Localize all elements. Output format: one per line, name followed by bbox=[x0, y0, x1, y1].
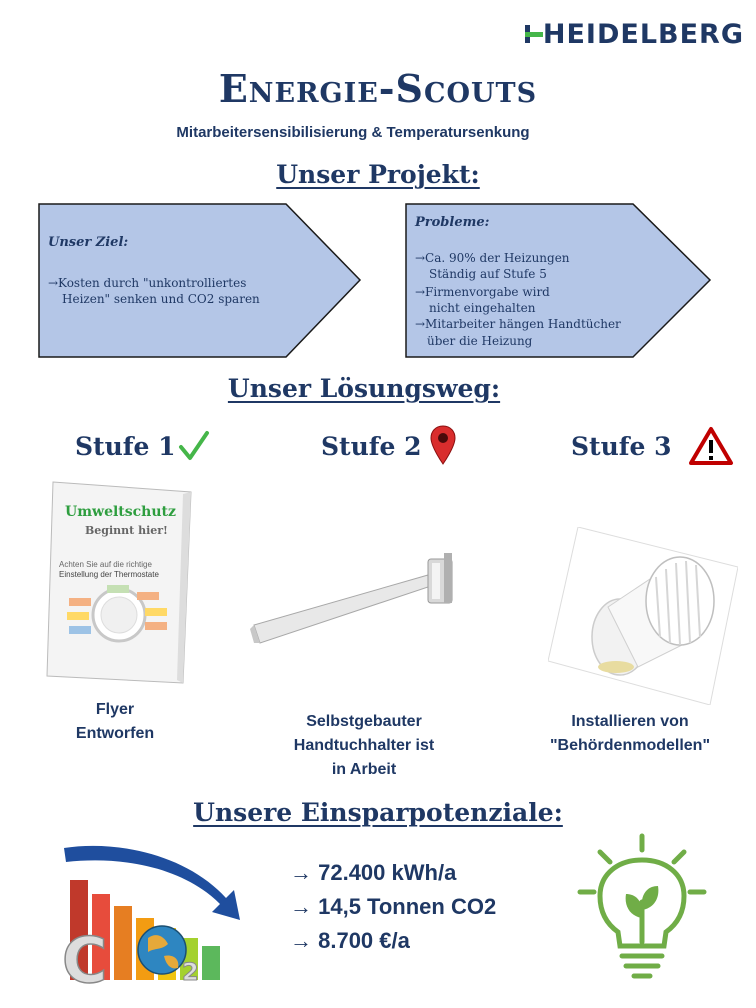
page-title: Energie-Scouts bbox=[218, 66, 538, 111]
goal-heading: Unser Ziel: bbox=[48, 235, 129, 250]
savings-list bbox=[290, 856, 496, 958]
stage-2-caption-line-2: Handtuchhalter ist bbox=[293, 737, 435, 754]
stage-1-label: Stufe 1 bbox=[75, 432, 176, 461]
flyer-line-1: Achten Sie auf die richtige bbox=[59, 560, 152, 569]
savings-item-money: → 8.700 €/a bbox=[290, 928, 410, 953]
goal-arrow-box bbox=[38, 203, 362, 358]
thermostat-image bbox=[548, 527, 738, 705]
problems-line-3: →Firmenvorgabe wird bbox=[415, 285, 550, 299]
stage-1-caption bbox=[40, 698, 190, 746]
light-bulb-icon bbox=[576, 832, 708, 982]
stage-2-caption-line-3: in Arbeit bbox=[331, 761, 397, 778]
project-heading: Unser Projekt: bbox=[276, 160, 480, 189]
flyer-line-2: Einstellung der Thermostate bbox=[59, 570, 159, 579]
logo-mark-icon bbox=[525, 23, 543, 45]
stage-3-label: Stufe 3 bbox=[571, 432, 672, 461]
stage-1-caption-line-1: Flyer bbox=[95, 701, 135, 718]
logo-text: HEIDELBERG bbox=[542, 18, 744, 50]
flyer-title: Umweltschutz bbox=[65, 504, 176, 520]
goal-line-2: Heizen" senken und CO2 sparen bbox=[62, 292, 260, 306]
savings-heading: Unsere Einsparpotenziale: bbox=[193, 798, 563, 827]
flyer-subtitle: Beginnt hier! bbox=[85, 524, 168, 537]
heidelberg-logo bbox=[525, 14, 744, 54]
stage-3-caption-line-1: Installieren von bbox=[571, 713, 689, 730]
savings-item-co2: → 14,5 Tonnen CO2 bbox=[290, 894, 497, 919]
stage-3-caption bbox=[530, 710, 730, 758]
warning-icon bbox=[688, 426, 734, 466]
thermostat-illustration bbox=[548, 527, 738, 705]
problems-heading: Probleme: bbox=[415, 215, 490, 230]
towel-holder-image bbox=[248, 545, 468, 650]
stage-2-caption-line-1: Selbstgebauter bbox=[306, 713, 422, 730]
problems-line-6: über die Heizung bbox=[427, 334, 533, 348]
page-subtitle: Mitarbeitersensibilisierung & Temperatursenkung bbox=[176, 124, 530, 141]
flyer-image bbox=[45, 480, 193, 685]
problems-line-2: Ständig auf Stufe 5 bbox=[429, 267, 547, 281]
problems-arrow-box bbox=[405, 203, 712, 358]
problems-line-1: →Ca. 90% der Heizungen bbox=[415, 251, 570, 265]
svg-text:C: C bbox=[62, 924, 108, 992]
stage-3-caption-line-2: "Behördenmodellen" bbox=[549, 737, 711, 754]
svg-text:2: 2 bbox=[182, 958, 199, 986]
problems-line-4: nicht eingehalten bbox=[429, 301, 536, 315]
co2-chart-icon bbox=[56, 832, 256, 992]
map-pin-icon bbox=[429, 424, 457, 466]
stage-2-caption bbox=[264, 710, 464, 782]
problems-line-5: →Mitarbeiter hängen Handtücher bbox=[415, 317, 621, 331]
checkmark-icon bbox=[178, 430, 210, 462]
savings-item-energy: → 72.400 kWh/a bbox=[290, 860, 457, 885]
goal-line-1: →Kosten durch "unkontrolliertes bbox=[48, 276, 247, 290]
stage-1-caption-line-2: Entworfen bbox=[75, 725, 155, 742]
solution-heading: Unser Lösungsweg: bbox=[227, 374, 501, 403]
stage-2-label: Stufe 2 bbox=[321, 432, 422, 461]
